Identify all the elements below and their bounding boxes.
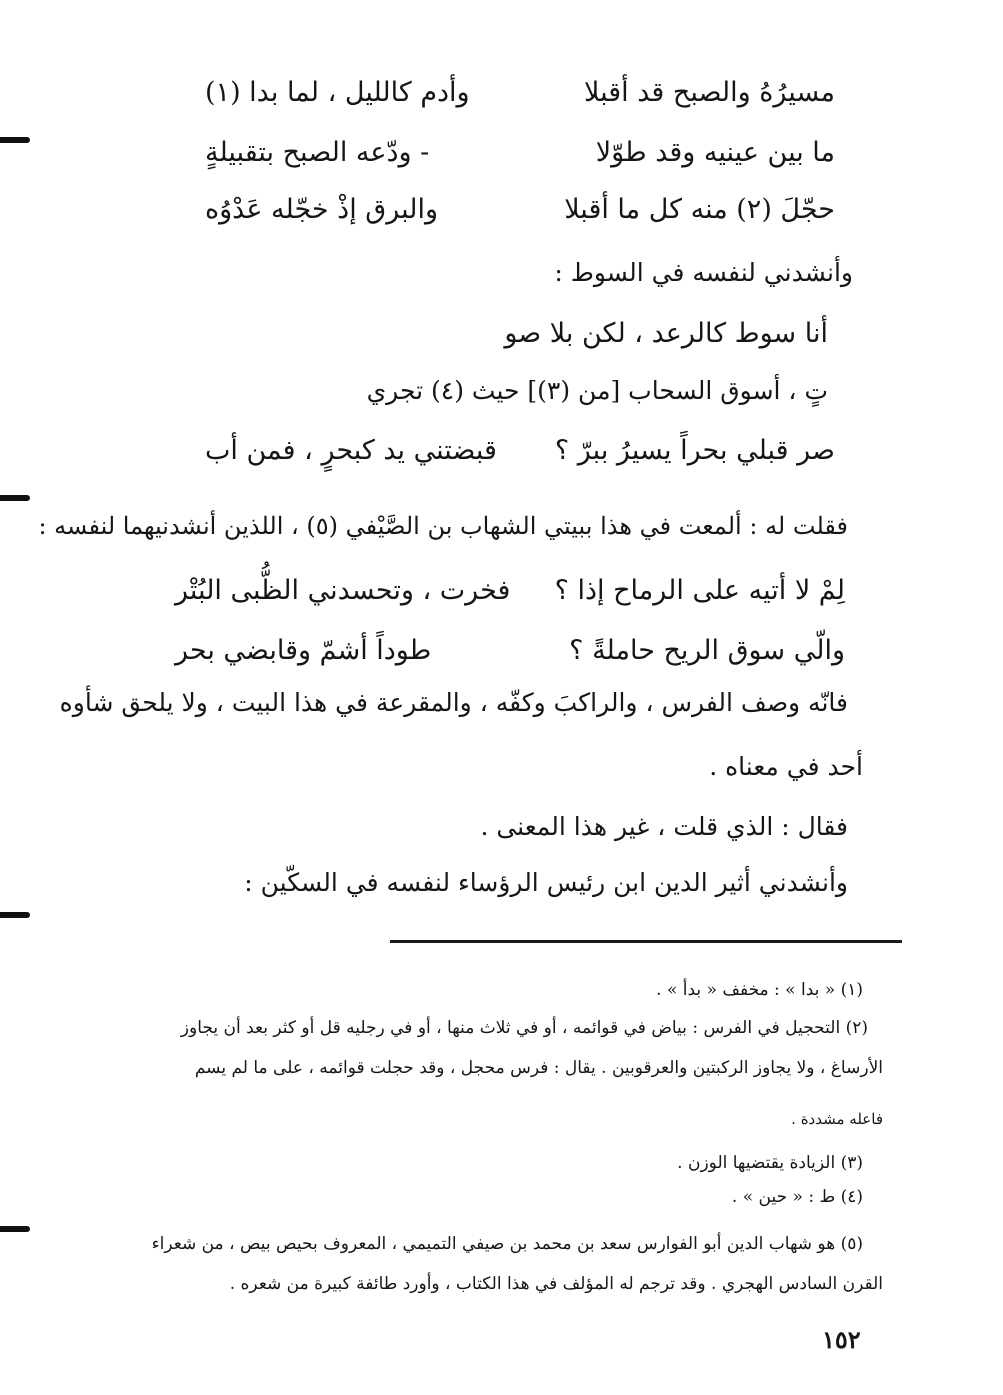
verse-first-hemistich: وأدم كالليل ، لما بدا (١) [205, 76, 470, 108]
verse-first-hemistich: طوداً أشمّ وقابضي بحر [175, 634, 432, 666]
verse-line [175, 568, 845, 612]
prose-paragraph: وأنشدني أثير الدين ابن رئيس الرؤساء لنفسه في السكّين : [244, 868, 848, 897]
footnote-continued: القرن السادس الهجري . وقد ترجم له المؤلف في هذا الكتاب ، وأورد طائفة كبيرة من شعره . [229, 1274, 883, 1294]
page-number: ١٥٢ [822, 1325, 861, 1354]
footnote-continued: فاعله مشددة . [791, 1110, 883, 1128]
margin-mark [0, 912, 30, 918]
verse-first-hemistich: فخرت ، وتحسدني الظُّبى البُتْر [175, 574, 511, 606]
footnote: (٤) ط : « حين » . [731, 1187, 863, 1207]
footnote: (٥) هو شهاب الدين أبو الفوارس سعد بن محمد بن صيفي التميمي ، المعروف بحيص بيص ، من شعراء [151, 1234, 863, 1254]
prose-paragraph: فقلت له : ألمعت في هذا ببيتي الشهاب بن الصَّيْفي (٥) ، اللذين أنشدنيهما لنفسه : [38, 512, 848, 540]
footnote: (٢) التحجيل في الفرس : بياض في قوائمه ، أو في ثلاث منها ، أو في رجليه قل أو كثر بعد أن يجاوز [180, 1018, 868, 1038]
verse-line [205, 187, 835, 231]
verse-second-hemistich: حجّلَ (٢) منه كل ما أقبلا [564, 193, 835, 225]
footnote: (٣) الزيادة يقتضيها الوزن . [677, 1153, 863, 1173]
verse-first-hemistich: والبرق إذْ خجّله عَدْوُه [205, 193, 439, 225]
verse-line [205, 428, 835, 472]
footnote-continued: الأرساغ ، ولا يجاوز الركبتين والعرقوبين . يقال : فرس محجل ، وقد حجلت قوائمه ، على ما لم يسم [194, 1058, 883, 1078]
prose-paragraph-continued: أحد في معناه . [709, 752, 863, 781]
margin-mark [0, 495, 30, 501]
verse-first-hemistich: - ودّعه الصبح بتقبيلةٍ [205, 136, 430, 168]
prose-paragraph: فانّه وصف الفرس ، والراكبَ وكفّه ، والمقرعة في هذا البيت ، ولا يلحق شأوه [59, 688, 848, 717]
poem-line: أنا سوط كالرعد ، لكن بلا صو [504, 318, 828, 349]
verse-second-hemistich: مسيرُهُ والصبح قد أقبلا [584, 76, 835, 108]
verse-line [205, 130, 835, 174]
verse-line [205, 70, 835, 114]
intro-line: وأنشدني لنفسه في السوط : [554, 258, 853, 287]
verse-second-hemistich: ما بين عينيه وقد طوّلا [595, 136, 835, 168]
footnote: (١) « بدا » : مخفف « بدأ » . [656, 980, 863, 1000]
verse-second-hemistich: صر قبلي بحراً يسيرُ ببرّ ؟ [554, 434, 835, 466]
verse-line [175, 628, 845, 672]
footnote-divider [390, 940, 902, 943]
margin-mark [0, 137, 30, 143]
verse-first-hemistich: قبضتني يد كبحرٍ ، فمن أب [205, 434, 497, 466]
margin-mark [0, 1226, 30, 1232]
verse-second-hemistich: والّي سوق الريح حاملةً ؟ [569, 634, 845, 666]
prose-paragraph: فقال : الذي قلت ، غير هذا المعنى . [480, 812, 848, 841]
verse-second-hemistich: لِمْ لا أتيه على الرماح إذا ؟ [554, 574, 845, 606]
poem-line: تٍ ، أسوق السحاب [من (٣)] حيث (٤) تجري [366, 376, 828, 405]
